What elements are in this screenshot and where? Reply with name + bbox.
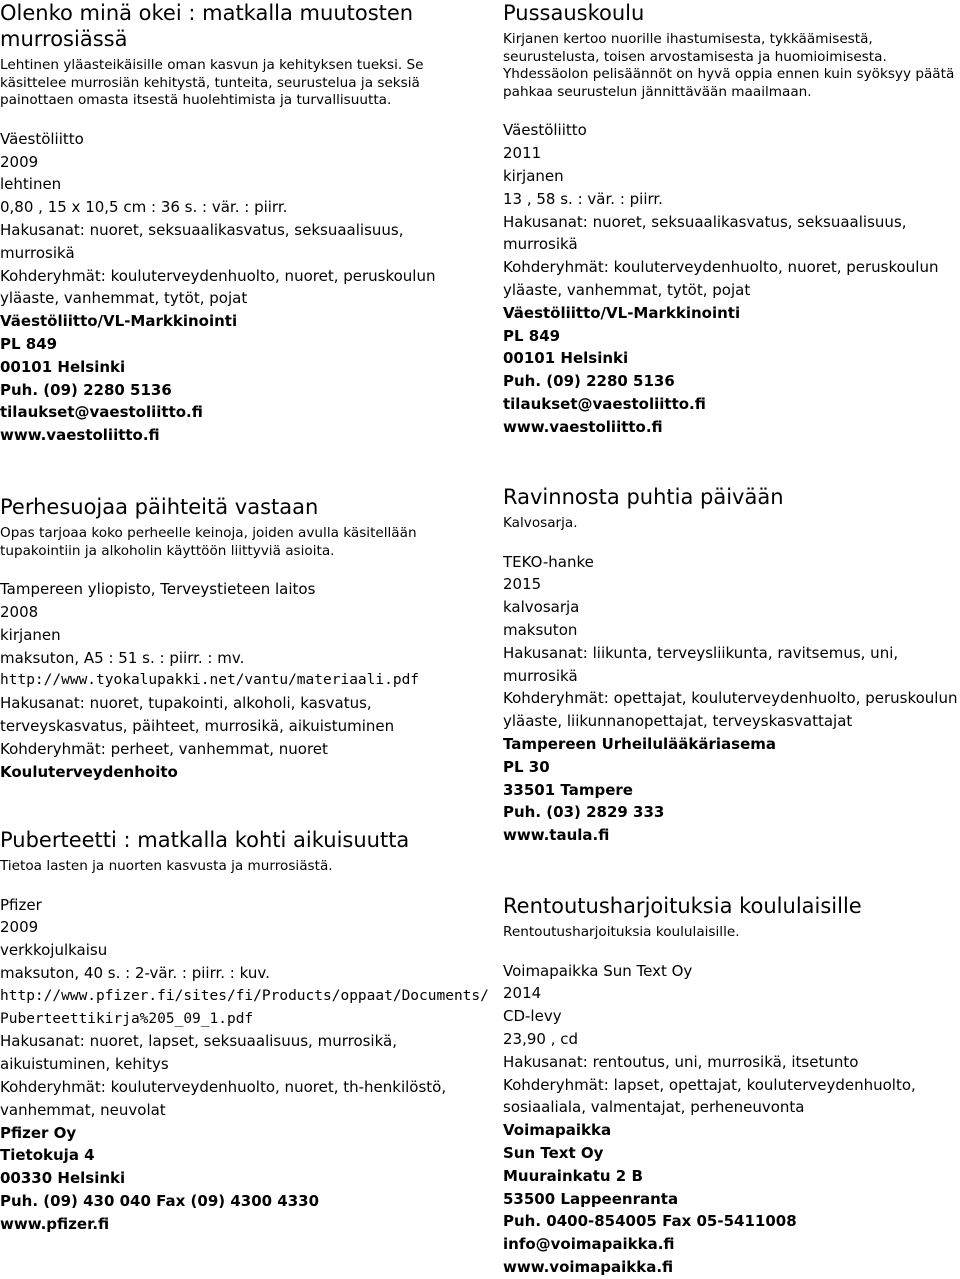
entry-description: Lehtinen yläasteikäisille oman kasvun ja kehityksen tueksi. Se käsittelee murrosiän kehitystä, tunteita, seurustelua ja seksiä painottaen omasta itsestä huolehtimista ja turvallisuutta. [0,57,424,109]
entry-title: Puberteetti : matkalla kohti aikuisuutta [0,828,410,852]
entry-target-groups: Kohderyhmät: opettajat, kouluterveydenhuolto, peruskoulun yläaste, liikunnanopettajat, terveyskasvattajat [503,689,958,731]
entry-year: 2008 [0,602,39,621]
contact-name: Väestöliitto/VL-Markkinointi [503,303,741,322]
entry-url[interactable]: http://www.pfizer.fi/sites/fi/Products/oppaat/Documents/ [0,987,489,1004]
entry-target-groups: Kohderyhmät: kouluterveydenhuolto, nuoret, peruskoulun yläaste, vanhemmat, tytöt, pojat [503,258,939,299]
entry-description: Kalvosarja. [503,515,578,531]
contact-city: 53500 Lappeenranta [503,1189,679,1208]
contact-name: Pfizer Oy [0,1123,77,1142]
entry-year: 2009 [0,918,39,937]
contact-address: Tietokuja 4 [0,1146,95,1165]
catalog-entry [0,0,455,447]
entry-keywords: Hakusanat: nuoret, tupakointi, alkoholi, kasvatus, terveyskasvatus, päihteet, murrosikä, aikuistuminen [0,694,395,735]
entry-target-groups: Kohderyhmät: kouluterveydenhuolto, nuoret, th-henkilöstö, vanhemmat, neuvolat [0,1077,447,1119]
contact-name: Voimapaikka [503,1121,612,1140]
entry-publisher: Voimapaikka Sun Text Oy [503,961,693,980]
entry-type: kirjanen [0,625,61,644]
contact-name: Väestöliitto/VL-Markkinointi [0,312,238,331]
entry-keywords: Hakusanat: nuoret, seksuaalikasvatus, seksuaalisuus, murrosikä [0,220,404,262]
catalog-entry [503,484,958,847]
contact-city: 00101 Helsinki [503,349,629,368]
contact-phone: Puh. 0400-854005 Fax 05-5411008 [503,1212,797,1231]
entry-price: maksuton, 40 s. : 2-vär. : piirr. : kuv. [0,963,270,982]
entry-type: CD-levy [503,1007,562,1026]
entry-type: verkkojulkaisu [0,941,108,960]
entry-keywords: Hakusanat: nuoret, seksuaalikasvatus, seksuaalisuus, murrosikä [503,212,907,254]
entry-type: kirjanen [503,166,564,185]
entry-description: Kirjanen kertoo nuorille ihastumisesta, tykkäämisestä, seurustelusta, toisen arvostamisesta ja huomioimisesta. Yhdessäolon pelisäännöt on hyvä oppia ennen kuin syöksyy päätä pahkaa seurustelun jännittävään maailmaan. [503,31,955,100]
catalog-entry [0,494,455,783]
contact-website[interactable]: www.taula.fi [503,826,610,845]
contact-city: 33501 Tampere [503,780,633,799]
entry-price: 23,90 , cd [503,1029,579,1048]
entry-year: 2011 [503,144,542,163]
contact-phone: Puh. (09) 430 040 Fax (09) 4300 4330 [0,1191,320,1210]
contact-phone: Puh. (09) 2280 5136 [0,380,172,399]
entry-year: 2009 [0,152,39,171]
contact-phone: Puh. (03) 2829 333 [503,803,665,822]
contact-address: PL 849 [503,326,561,345]
contact-name: Tampereen Urheilulääkäriasema [503,734,776,753]
entry-price: 0,80 , 15 x 10,5 cm : 36 s. : vär. : piirr. [0,198,288,217]
entry-year: 2014 [503,984,542,1003]
contact-city: 00330 Helsinki [0,1169,126,1188]
entry-type: kalvosarja [503,598,580,617]
entry-target-groups: Kohderyhmät: kouluterveydenhuolto, nuoret, peruskoulun yläaste, vanhemmat, tytöt, pojat [0,266,436,308]
entry-url[interactable]: http://www.tyokalupakki.net/vantu/materiaali.pdf [0,672,420,689]
contact-phone: Puh. (09) 2280 5136 [503,372,675,391]
entry-url-continued[interactable]: Puberteettikirja%205_09_1.pdf [0,1010,254,1027]
catalog-entry [0,827,489,1236]
entry-price: 13 , 58 s. : vär. : piirr. [503,189,663,208]
contact-name: Kouluterveydenhoito [0,762,178,781]
entry-publisher: Väestöliitto [0,129,84,148]
entry-keywords: Hakusanat: nuoret, lapset, seksuaalisuus, murrosikä, aikuistuminen, kehitys [0,1032,397,1074]
contact-email[interactable]: info@voimapaikka.fi [503,1235,675,1254]
contact-address: PL 30 [503,757,550,776]
contact-address: Muurainkatu 2 B [503,1166,643,1185]
entry-publisher: Pfizer [0,895,42,914]
entry-price: maksuton [503,620,578,639]
entry-title: Perhesuojaa päihteitä vastaan [0,495,319,519]
entry-title: Pussauskoulu [503,1,645,25]
entry-title: Rentoutusharjoituksia koululaisille [503,894,862,918]
catalog-entry [503,893,958,1279]
contact-website[interactable]: www.voimapaikka.fi [503,1257,674,1276]
contact-website[interactable]: www.vaestoliitto.fi [0,426,160,445]
entry-price: maksuton, A5 : 51 s. : piirr. : mv. [0,648,245,667]
entry-publisher: Tampereen yliopisto, Terveystieteen laitos [0,580,316,599]
contact-company: Sun Text Oy [503,1143,604,1162]
contact-email[interactable]: tilaukset@vaestoliitto.fi [0,403,203,422]
entry-keywords: Hakusanat: liikunta, terveysliikunta, ravitsemus, uni, murrosikä [503,643,899,685]
contact-city: 00101 Helsinki [0,357,126,376]
entry-title: Olenko minä okei : matkalla muutosten murrosiässä [0,1,414,51]
entry-title: Ravinnosta puhtia päivään [503,485,784,509]
contact-email[interactable]: tilaukset@vaestoliitto.fi [503,394,706,413]
entry-description: Opas tarjoaa koko perheelle keinoja, joiden avulla käsitellään tupakointiin ja alkoholin käyttöön liittyviä asioita. [0,525,417,559]
entry-target-groups: Kohderyhmät: perheet, vanhemmat, nuoret [0,739,328,758]
contact-website[interactable]: www.vaestoliitto.fi [503,417,663,436]
catalog-entry [503,0,958,439]
entry-publisher: TEKO-hanke [503,552,594,571]
entry-description: Tietoa lasten ja nuorten kasvusta ja murrosiästä. [0,858,333,874]
contact-address: PL 849 [0,334,58,353]
entry-description: Rentoutusharjoituksia koululaisille. [503,924,740,940]
contact-website[interactable]: www.pfizer.fi [0,1214,110,1233]
entry-year: 2015 [503,575,542,594]
entry-target-groups: Kohderyhmät: lapset, opettajat, kouluterveydenhuolto, sosiaaliala, valmentajat, perheneuvonta [503,1075,916,1117]
entry-type: lehtinen [0,175,62,194]
entry-keywords: Hakusanat: rentoutus, uni, murrosikä, itsetunto [503,1052,859,1071]
entry-publisher: Väestöliitto [503,121,587,140]
